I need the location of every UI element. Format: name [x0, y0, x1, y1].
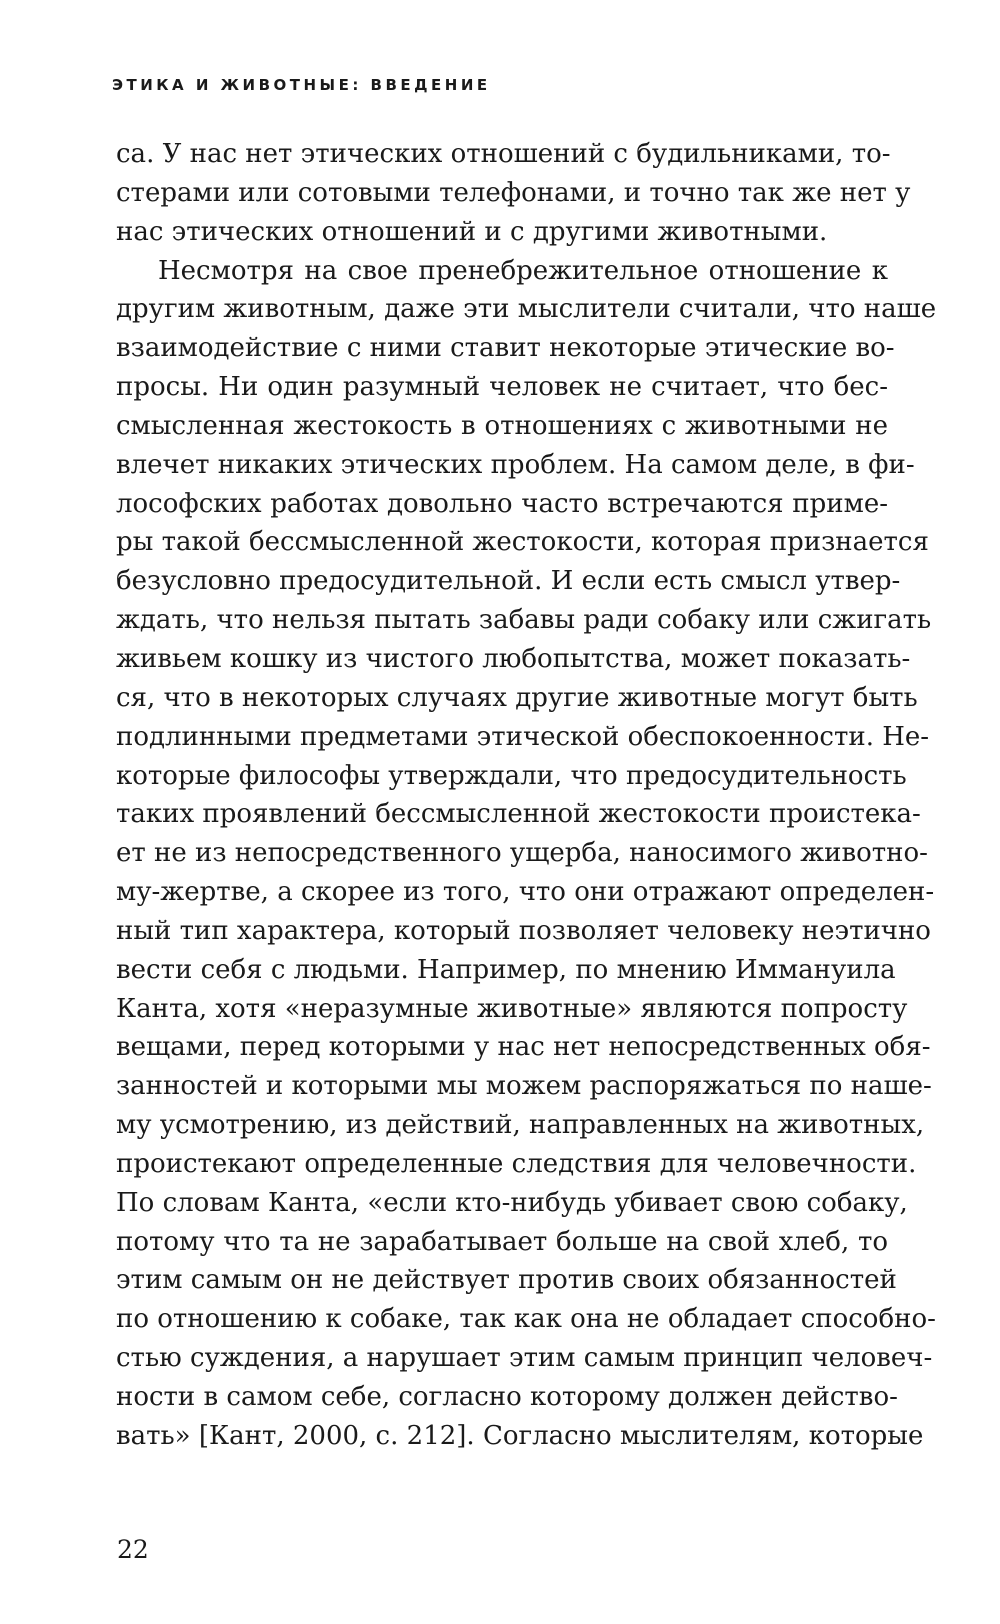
text-line: нас этических отношений и с другими животными.: [116, 216, 828, 247]
text-line: Несмотря на свое пренебрежительное отношение к: [158, 255, 888, 286]
paragraph-1: [116, 135, 911, 252]
body-text: [116, 135, 937, 1456]
text-line: таких проявлений бессмысленной жестокости проистека-: [116, 799, 921, 830]
text-line: са. У нас нет этических отношений с будильниками, то-: [116, 139, 891, 169]
text-line: проистекают определенные следствия для человечности.: [116, 1148, 917, 1179]
text-line: занностей и которыми мы можем распоряжаться по наше-: [116, 1071, 932, 1102]
paragraph-2: [116, 252, 937, 1456]
text-line: ности в самом себе, согласно которому должен действо-: [116, 1382, 898, 1412]
text-line: ный тип характера, который позволяет человеку неэтично: [116, 915, 931, 946]
text-line: ет не из непосредственного ущерба, наносимого животно-: [116, 838, 928, 869]
text-line: ждать, что нельзя пытать забавы ради собаку или сжигать: [116, 605, 932, 636]
text-line: живьем кошку из чистого любопытства, может показать-: [116, 643, 911, 674]
text-line: вести себя с людьми. Например, по мнению Иммануила: [116, 954, 896, 985]
text-line: стью суждения, а нарушает этим самым принцип человеч-: [116, 1343, 933, 1374]
page-number: 22: [117, 1535, 149, 1564]
text-line: подлинными предметами этической обеспокоенности. Не-: [116, 721, 930, 752]
text-line: ры такой бессмысленной жестокости, которая признается: [116, 527, 929, 558]
text-line: вещами, перед которыми у нас нет непосредственных обя-: [116, 1032, 931, 1063]
text-line: этим самым он не действует против своих обязанностей: [116, 1265, 897, 1296]
text-line: взаимодействие с ними ставит некоторые этические во-: [116, 333, 895, 364]
text-line: стерами или сотовыми телефонами, и точно так же нет у: [116, 177, 911, 208]
text-line: потому что та не зарабатывает больше на свой хлеб, то: [116, 1226, 888, 1257]
text-line: по отношению к собаке, так как она не обладает способно-: [116, 1304, 936, 1335]
text-line: Канта, хотя «неразумные животные» являются попросту: [116, 993, 908, 1024]
text-line: которые философы утверждали, что предосудительность: [116, 760, 907, 791]
text-line: вать» [Кант, 2000, с. 212]. Согласно мыслителям, которые: [116, 1420, 924, 1451]
text-line: ся, что в некоторых случаях другие животные могут быть: [116, 682, 918, 713]
running-head: ЭТИКА И ЖИВОТНЫЕ: ВВЕДЕНИЕ: [112, 76, 491, 94]
text-line: лософских работах довольно часто встречаются приме-: [116, 488, 888, 519]
text-line: му-жертве, а скорее из того, что они отражают определен-: [116, 877, 935, 908]
text-line: другим животным, даже эти мыслители считали, что наше: [116, 294, 937, 325]
text-line: просы. Ни один разумный человек не считает, что бес-: [116, 372, 888, 403]
text-line: безусловно предосудительной. И если есть смысл утвер-: [116, 566, 901, 597]
text-line: влечет никаких этических проблем. На самом деле, в фи-: [116, 449, 915, 480]
text-line: смысленная жестокость в отношениях с животными не: [116, 410, 888, 441]
text-line: му усмотрению, из действий, направленных на животных,: [116, 1110, 925, 1141]
text-line: По словам Канта, «если кто-нибудь убивает свою собаку,: [116, 1187, 908, 1218]
